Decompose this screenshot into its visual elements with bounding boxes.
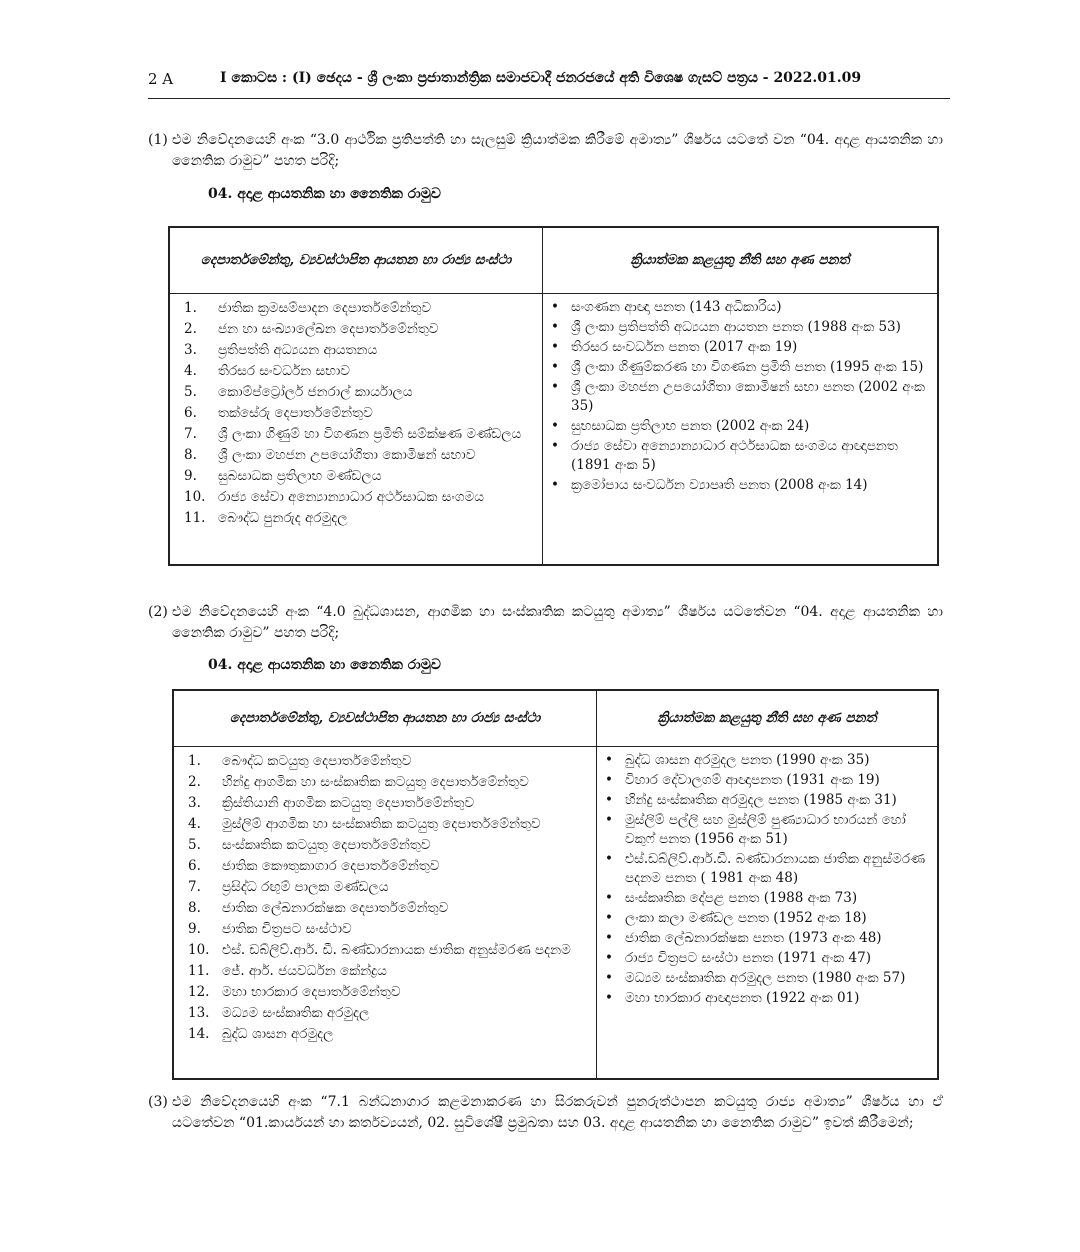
institution-name: ශ්‍රී ලංකා මහජන උපයෝගිතා කොමිෂන් සභාව: [218, 446, 476, 463]
institution-item: [178, 298, 534, 319]
item-number: 5.: [188, 836, 201, 853]
act-item: [551, 318, 929, 337]
section-1-table: [168, 226, 939, 566]
act-name: තිරසර සංවර්ධන පනත (2017 අංක 19): [571, 338, 798, 355]
act-item: [605, 771, 929, 790]
act-name: ක්‍රමෝපාය සංවර්ධන ව්‍යාපෘති පනත (2008 අංක 14): [571, 476, 868, 493]
institution-item: [182, 961, 588, 982]
institution-name: මහා භාරකාර දෙපාර්තමේන්තුව: [222, 983, 401, 1000]
act-item: [551, 476, 929, 495]
institution-name: සංස්කෘතික කටයුතු දෙපාර්තමේන්තුව: [222, 836, 431, 853]
item-number: 12.: [188, 983, 210, 1000]
institution-name: ජන හා සංඛ්‍යාලේඛන දෙපාර්තමේන්තුව: [218, 320, 439, 337]
act-item: [551, 358, 929, 377]
institution-name: සුබසාධක ප්‍රතිලාභ මණ්ඩලය: [218, 467, 382, 484]
institution-name: එස්. ඩබ්ලිව්.ආර්. ඩී. බණ්ඩාරනායක ජාතික අනුස්මරණ පදනම: [222, 941, 571, 958]
institution-name: කොම්ප්ට්‍රෝලර් ජනරාල් කාර්යාලය: [218, 383, 413, 400]
institution-item: [182, 772, 588, 793]
act-item: [605, 791, 929, 810]
institution-name: ජේ. ආර්. ජයවර්ධන කේන්ද්‍රය: [222, 962, 387, 979]
page-header: [148, 70, 950, 99]
institution-item: [178, 487, 534, 508]
column-header-acts: ක්‍රියාත්මක කළයුතු නීති සහ අණ පනත්: [543, 227, 939, 293]
institution-item: [178, 508, 534, 529]
gazette-title: I කොටස : (I) ඡෙදය - ශ්‍රී ලංකා ප්‍රජාතාන්ත්‍රික සමාජවාදී ජනරජයේ අති විශෙෂ ගැසට් පත්‍රය - 2022.01.09: [220, 70, 862, 86]
item-number: 11.: [188, 962, 210, 979]
institution-item: [182, 940, 588, 961]
item-number: 10.: [184, 488, 206, 505]
act-name: මධ්‍යම සංස්කෘතික අරමුදල පනත (1980 අංක 57): [625, 969, 906, 986]
act-name: මහා භාරකාර ආඥාපනත (1922 අංක 01): [625, 989, 860, 1006]
institution-name: බුද්ධ ශාසන අරමුදල: [222, 1025, 334, 1042]
item-number: 1.: [184, 299, 197, 316]
institution-item: [178, 403, 534, 424]
section-2-table: [172, 689, 939, 1080]
institution-item: [182, 877, 588, 898]
item-number: 14.: [188, 1025, 210, 1042]
act-item: [605, 751, 929, 770]
act-item: [551, 417, 929, 436]
section-number: (2): [148, 604, 168, 620]
act-name: රාජ්‍ය සේවා අන්‍යොන්‍යාධාර අර්ථසාධක සංගමය ආඥාපනත (1891 අංක 5): [571, 437, 898, 473]
institutions-cell: [169, 293, 543, 565]
section-text: එම නිවේදනයෙහි අංක “7.1 බන්ධනාගාර කළමනාකරණ හා සිරකරුවන් පුනරුත්ථාපන කටයුතු රාජ්‍ය අමාත්‍ය” ශීර්ෂය හා ඒ යටතේවන “01.කාර්යයන් හා කර්තව්‍යයන්, 02. සුවිශේෂී ප්‍රමුඛතා සහ 03. අදාළ ආයතනික හා නෛතික රාමුව” ඉවත් කිරීමෙන්;: [172, 1094, 943, 1131]
act-name: ශ්‍රී ලංකා ප්‍රතිපත්ති අධ්‍යයන ආයතන පනත (1988 අංක 53): [571, 318, 901, 335]
item-number: 7.: [184, 425, 197, 442]
bullet-icon: •: [551, 417, 559, 434]
item-number: 13.: [188, 1004, 210, 1021]
item-number: 9.: [188, 920, 201, 937]
act-item: [551, 298, 929, 317]
institution-item: [178, 445, 534, 466]
institution-item: [178, 361, 534, 382]
bullet-icon: •: [605, 751, 613, 768]
institution-item: [178, 424, 534, 445]
institution-name: හින්දු ආගමික හා සංස්කෘතික කටයුතු දෙපාර්තමේන්තුව: [222, 773, 529, 790]
institution-item: [182, 1024, 588, 1045]
institution-name: ක්‍රිස්තියානි ආගමික කටයුතු දෙපාර්තමේන්තුව: [222, 794, 475, 811]
act-item: [551, 378, 929, 416]
act-name: ජාතික ලේඛනාරක්ෂක පනත (1973 අංක 48): [625, 929, 882, 946]
section-2-paragraph: [148, 602, 943, 644]
item-number: 6.: [184, 404, 197, 421]
section-number: (3): [148, 1094, 168, 1110]
item-number: 4.: [184, 362, 197, 379]
act-item: [605, 850, 929, 888]
act-item: [605, 989, 929, 1008]
institution-item: [182, 919, 588, 940]
institution-name: ජාතික ලේඛනාරක්ෂක දෙපාර්තමේන්තුව: [222, 899, 449, 916]
bullet-icon: •: [605, 949, 613, 966]
act-item: [605, 929, 929, 948]
item-number: 8.: [184, 446, 197, 463]
section-text: එම නිවේදනයෙහි අංක “4.0 බුද්ධශාසන, ආගමික හා සංස්කෘතික කටයුතු අමාත්‍ය” ශීර්ෂය යටතේවන “04. අදාළ ආයතනික හා නෛතික රාමුව” පහත පරිදි;: [172, 604, 943, 641]
act-name: සංගණන ආඥා පනත (143 අධිකාරිය): [571, 298, 782, 315]
bullet-icon: •: [605, 850, 613, 867]
item-number: 2.: [188, 773, 201, 790]
institution-name: තක්සේරු දෙපාර්තමේන්තුව: [218, 404, 373, 421]
page-number: 2 A: [148, 70, 174, 88]
act-name: ශ්‍රී ලංකා මහජන උපයෝගිතා කොමිෂන් සභා පනත (2002 අංක 35): [571, 378, 925, 414]
institution-item: [182, 835, 588, 856]
act-item: [605, 889, 929, 908]
act-item: [551, 437, 929, 475]
acts-cell: [543, 293, 939, 565]
institution-name: රාජ්‍ය සේවා අන්‍යොන්‍යාධාර අර්ථසාධක සංගමය: [218, 488, 484, 505]
bullet-icon: •: [605, 909, 613, 926]
institution-name: මධ්‍යම සංස්කෘතික අරමුදල: [222, 1004, 370, 1021]
item-number: 6.: [188, 857, 201, 874]
bullet-icon: •: [551, 318, 559, 335]
institution-item: [182, 751, 588, 772]
institution-name: බෞද්ධ පුනරුද අරමුදල: [218, 509, 348, 526]
bullet-icon: •: [551, 338, 559, 355]
bullet-icon: •: [605, 771, 613, 788]
institution-item: [182, 856, 588, 877]
institution-name: මුස්ලිම් ආගමික හා සංස්කෘතික කටයුතු දෙපාර්තමේන්තුව: [222, 815, 541, 832]
act-name: මුස්ලිම් පල්ලි සහ මුස්ලිම් පුණ්‍යාධාර භාරයන් හෝ වකුෆ් පනත (1956 අංක 51): [625, 811, 906, 847]
bullet-icon: •: [551, 298, 559, 315]
item-number: 10.: [188, 941, 210, 958]
bullet-icon: •: [551, 358, 559, 375]
act-name: එස්.ඩබ්ලිව්.ආර්.ඩී. බණ්ඩාරනායක ජාතික අනුස්මරණ පදනම පනත ( 1981 අංක 48): [625, 850, 926, 886]
institution-name: තිරසර සංවර්ධන සභාව: [218, 362, 350, 379]
institution-name: ප්‍රසිද්ධ රඟුම් පාලක මණ්ඩලය: [222, 878, 389, 895]
bullet-icon: •: [551, 437, 559, 454]
section-1-subheading: 04. අදාළ ආයතනික හා නෛතික රාමුව: [208, 186, 441, 202]
item-number: 1.: [188, 752, 201, 769]
item-number: 3.: [184, 341, 197, 358]
act-name: සුභසාධක ප්‍රතිලාභ පනත (2002 අංක 24): [571, 417, 810, 434]
bullet-icon: •: [605, 791, 613, 808]
bullet-icon: •: [551, 476, 559, 493]
act-item: [605, 811, 929, 849]
act-name: හින්දු සංස්කෘතික අරමුදල පනත (1985 අංක 31): [625, 791, 897, 808]
act-name: ලංකා කලා මණ්ඩල පනත (1952 අංක 18): [625, 909, 867, 926]
act-item: [605, 969, 929, 988]
institution-item: [182, 982, 588, 1003]
act-name: රාජ්‍ය චිත්‍රපට සංස්ථා පනත (1971 අංක 47): [625, 949, 871, 966]
item-number: 5.: [184, 383, 197, 400]
bullet-icon: •: [605, 929, 613, 946]
bullet-icon: •: [605, 989, 613, 1006]
institution-item: [178, 466, 534, 487]
institution-name: ජාතික චිත්‍රපට සංස්ථාව: [222, 920, 352, 937]
section-number: (1): [148, 132, 168, 148]
institution-name: ජාතික ක්‍රමසම්පාදන දෙපාර්තමේන්තුව: [218, 299, 432, 316]
bullet-icon: •: [605, 969, 613, 986]
institution-item: [178, 382, 534, 403]
item-number: 4.: [188, 815, 201, 832]
institution-item: [178, 319, 534, 340]
column-header-institutions: දෙපාර්තමේන්තු, ව්‍යවස්ථාපිත ආයතන හා රාජ්‍ය සංස්ථා: [173, 690, 597, 746]
act-name: ශ්‍රී ලංකා ගිණුම්කරණ හා විගණන ප්‍රමිති පනත (1995 අංක 15): [571, 358, 924, 375]
institution-name: බෞද්ධ කටයුතු දෙපාර්තමේන්තුව: [222, 752, 412, 769]
institution-name: ශ්‍රී ලංකා ගිණුම් හා විගණන ප්‍රමිති සම්ක්ෂණ මණ්ඩලය: [218, 425, 522, 442]
institution-item: [182, 1003, 588, 1024]
bullet-icon: •: [605, 811, 613, 828]
section-2-subheading: 04. අදාළ ආයතනික හා නෛතික රාමුව: [208, 657, 441, 673]
column-header-acts: ක්‍රියාත්මක කළයුතු නීති සහ අණ පනත්: [597, 690, 939, 746]
bullet-icon: •: [551, 378, 559, 395]
institutions-cell: [173, 746, 597, 1079]
acts-cell: [597, 746, 939, 1079]
item-number: 3.: [188, 794, 201, 811]
act-item: [605, 949, 929, 968]
item-number: 11.: [184, 509, 206, 526]
section-text: එම නිවේදනයෙහි අංක “3.0 ආර්ථික ප්‍රතිපත්ති හා සැලසුම් ක්‍රියාත්මක කිරීමේ අමාත්‍ය” ශීර්ෂය යටතේ වන “04. අදාළ ආයතනික හා නෛතික රාමුව” පහත පරිදි;: [172, 132, 943, 169]
item-number: 2.: [184, 320, 197, 337]
item-number: 8.: [188, 899, 201, 916]
act-name: බුද්ධ ශාසන අරමුදල පනත (1990 අංක 35): [625, 751, 870, 768]
institution-item: [182, 793, 588, 814]
column-header-institutions: දෙපාර්තමේන්තු, ව්‍යවස්ථාපිත ආයතන හා රාජ්‍ය සංස්ථා: [169, 227, 543, 293]
act-name: විහාර දේවාලගම් ආඥාපනත (1931 අංක 19): [625, 771, 880, 788]
act-item: [551, 338, 929, 357]
institution-item: [182, 814, 588, 835]
institution-name: ප්‍රතිපත්ති අධ්‍යයන ආයතනය: [218, 341, 378, 358]
section-3-paragraph: [148, 1092, 943, 1134]
institution-name: ජාතික කෞතුකාගාර දෙපාර්තමේන්තුව: [222, 857, 440, 874]
institution-item: [178, 340, 534, 361]
institution-item: [182, 898, 588, 919]
section-1-paragraph: [148, 130, 943, 172]
act-item: [605, 909, 929, 928]
bullet-icon: •: [605, 889, 613, 906]
act-name: සංස්කෘතික දේපළ පනත (1988 අංක 73): [625, 889, 858, 906]
item-number: 7.: [188, 878, 201, 895]
item-number: 9.: [184, 467, 197, 484]
